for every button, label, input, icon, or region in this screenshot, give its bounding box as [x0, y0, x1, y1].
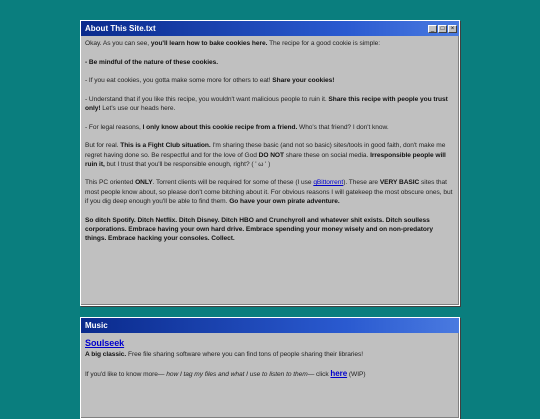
text: If you'd like to know more—: [85, 370, 167, 378]
text: Let's use our heads here.: [100, 105, 176, 113]
soulseek-description: [85, 350, 454, 359]
text: But for real.: [85, 142, 121, 150]
text-bold: Irresponsible people will ruin it,: [85, 151, 446, 168]
text: The recipe for a good cookie is simple:: [267, 40, 381, 47]
text: but I trust that you'll be responsible enough, right? ( ' ω ' ): [104, 160, 271, 168]
text: - For legal reasons,: [85, 123, 143, 131]
intro-paragraph: [85, 39, 454, 48]
maximize-icon[interactable]: □: [438, 25, 447, 33]
text: sites that most people know about, so please don't come bitching about it. For obvious reasons I will gatekeep the most obscure ones, but if you dig deep enough you'll be able to find them.: [85, 179, 453, 206]
text-bold: VERY BASIC: [379, 179, 420, 187]
text: - Understand that if you like this recipe, you wouldn't want malicious people to ruin it.: [85, 95, 329, 103]
music-titlebar[interactable]: [81, 318, 459, 333]
about-window: [80, 20, 460, 306]
text-bold: So ditch Spotify. Ditch Netflix. Ditch Disney. Ditch HBO and Crunchyroll and whatever shit exists. Ditch soulless corporations. Embrace having your own hard drive. Embrace spending your money wisely and on non-predatory things. Embrace hacking your consoles. Collect.: [85, 216, 433, 243]
music-window-title: Music: [85, 321, 108, 330]
ditch-paragraph: [85, 216, 454, 244]
text-bold: I only know about this cookie recipe from a friend.: [142, 123, 298, 131]
soulseek-link[interactable]: Soulseek: [85, 338, 125, 348]
minimize-icon[interactable]: _: [428, 25, 437, 33]
about-window-controls: [428, 25, 457, 33]
text: — click: [307, 370, 331, 378]
text-bold: DO NOT: [258, 151, 284, 159]
more-info: [85, 369, 454, 379]
rule-4: [85, 123, 454, 132]
text: I'm sharing these basic (and not so basic) sites/tools in good faith, don't make me regret having done so. Be respectful and for the love of God: [85, 142, 446, 159]
text-bold: Go have your own pirate adventure.: [229, 198, 340, 206]
text: Who's that friend? I don't know.: [297, 123, 389, 131]
rule-2: [85, 76, 454, 85]
text: . Torrent clients will be required for some of these (I use: [152, 179, 314, 187]
pc-paragraph: [85, 178, 454, 206]
text: Okay. As you can see,: [85, 40, 151, 47]
text-bold: ONLY: [135, 179, 153, 187]
music-window: [80, 317, 460, 419]
fight-club-paragraph: [85, 141, 454, 169]
here-link[interactable]: here: [330, 368, 348, 378]
text: (WIP): [347, 370, 366, 378]
text-italic: how I tag my files and what I use to listen to them: [166, 370, 308, 378]
text: Free file sharing software where you can find tons of people sharing their libraries!: [126, 351, 364, 359]
text-bold: This is a Fight Club situation.: [120, 142, 211, 150]
text: This PC oriented: [85, 179, 136, 187]
text: share these on social media.: [283, 151, 371, 159]
rule-3: [85, 95, 454, 114]
about-window-title: About This Site.txt: [85, 24, 156, 33]
text: - If you eat cookies, you gotta make some more for others to eat!: [85, 77, 273, 85]
rule-1: [85, 58, 454, 67]
music-content: [81, 333, 459, 379]
text-bold: you'll learn how to bake cookies here.: [150, 40, 268, 47]
text-bold: - Be mindful of the nature of these cookies.: [85, 58, 218, 66]
about-titlebar[interactable]: [81, 21, 459, 36]
text: ). These are: [343, 179, 380, 187]
close-icon[interactable]: ×: [448, 25, 457, 33]
about-content: [81, 36, 459, 244]
text-bold: Share this recipe with people you trust only!: [85, 95, 448, 113]
text-bold: Share your cookies!: [272, 77, 335, 85]
qbittorrent-link[interactable]: qBittorrent: [313, 179, 344, 187]
text-bold: A big classic.: [85, 351, 127, 359]
